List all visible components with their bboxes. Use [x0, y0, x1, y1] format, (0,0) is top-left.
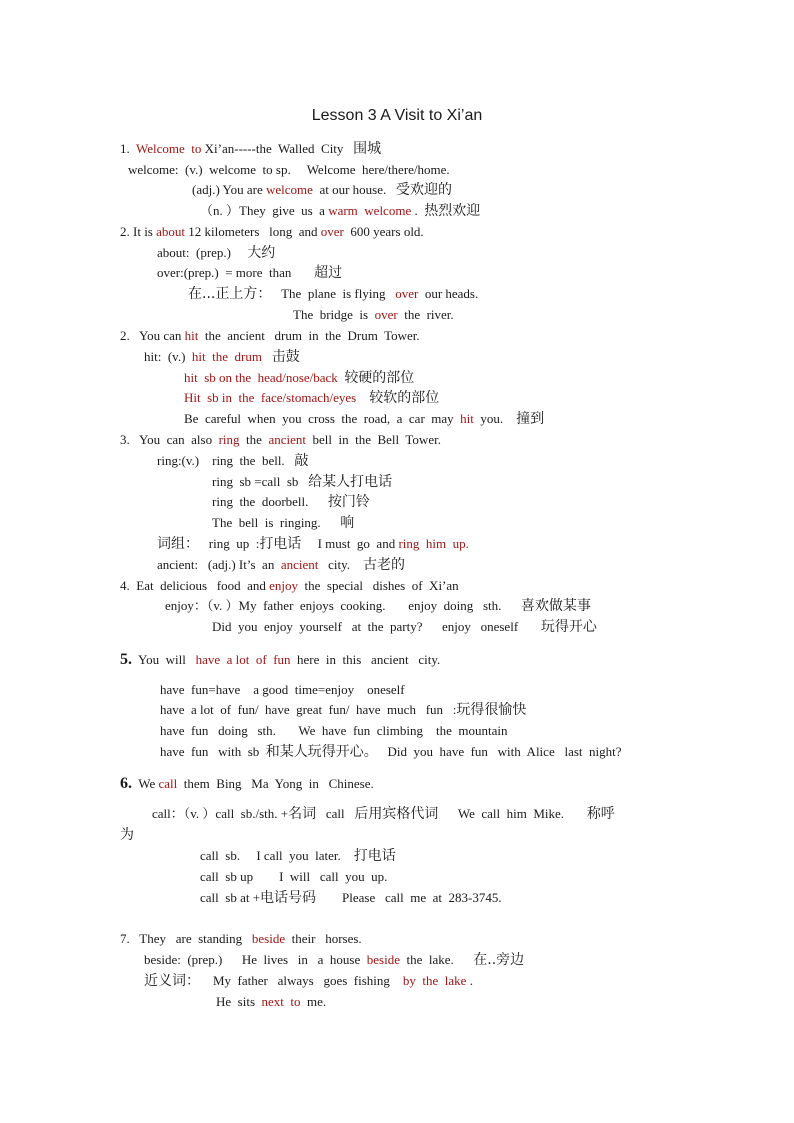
note-line [212, 515, 354, 531]
note-text: 1. [120, 141, 137, 156]
chinese-text: 受欢迎的 [395, 182, 452, 198]
note-line [184, 390, 439, 406]
note-line [188, 286, 478, 302]
note-text: Please call me at 283-3745. [316, 890, 502, 905]
highlight-text: enjoy [269, 578, 298, 593]
highlight-text: hit the drum [191, 349, 262, 364]
note-line [120, 224, 424, 240]
note-text: (adj.) You are [192, 182, 267, 197]
note-text: ring sb =call sb [212, 474, 309, 489]
note-text: call sb up I will call you up. [200, 869, 388, 884]
note-line [120, 931, 362, 947]
note-text: 3. You can also [120, 432, 219, 447]
note-text: （n. ）They give us a [200, 203, 329, 218]
note-text: ancient: (adj.) It’s an [157, 557, 281, 572]
note-text: Xi’an-----the Walled City [201, 141, 354, 156]
note-text: You will [132, 652, 196, 667]
note-text: 6. [120, 775, 132, 792]
note-text: the special dishes of Xi’an [298, 578, 459, 593]
note-text: beside: (prep.) He lives in a house [144, 952, 367, 967]
note-line [120, 827, 134, 843]
highlight-text: ancient [280, 557, 319, 572]
note-text: their horses. [285, 931, 362, 946]
note-line [120, 652, 440, 668]
note-text: the lake. [399, 952, 474, 967]
chinese-text: 大约 [247, 245, 276, 261]
chinese-text: 和某人玩得开心。 [265, 744, 378, 760]
highlight-text: beside [251, 931, 286, 946]
note-text: He sits [216, 994, 262, 1009]
note-text: the river. [397, 307, 454, 322]
note-text: call [316, 806, 355, 821]
note-line [212, 619, 597, 635]
note-line [184, 411, 544, 427]
note-line [160, 723, 508, 739]
chinese-text: 电话号码 [260, 890, 317, 906]
note-text: The bell is ringing. [212, 515, 341, 530]
note-text: me. [300, 994, 327, 1009]
note-line [200, 203, 480, 219]
note-text: them Bing Ma Yong in Chinese. [177, 776, 374, 791]
note-text: the [239, 432, 269, 447]
chinese-text: 在..旁边 [473, 952, 525, 968]
note-line [160, 744, 622, 760]
note-text: 7. They are standing [120, 931, 252, 946]
highlight-text: call [158, 776, 178, 791]
note-text: . [466, 973, 473, 988]
note-text: have fun with sb [160, 744, 266, 759]
highlight-text: over [395, 286, 419, 301]
chinese-text: 名词 [288, 806, 317, 822]
chinese-text: 在...正上方： [188, 286, 272, 302]
chinese-text: 按门铃 [327, 494, 370, 510]
chinese-text: 近义词： [144, 973, 200, 989]
note-line [212, 474, 392, 490]
note-line [212, 494, 370, 510]
chinese-text: 词组： [157, 536, 199, 552]
note-text: enjoy：（v. ）My father enjoys cooking. enjoy doing sth. [165, 598, 521, 613]
note-line [160, 702, 526, 718]
note-line [120, 432, 441, 448]
highlight-text: hit [184, 328, 199, 343]
note-text: have a lot of fun/ have great fun/ have much fun : [160, 702, 457, 717]
note-line [144, 952, 524, 968]
chinese-text: 敲 [294, 453, 309, 469]
highlight-text: ring him up. [398, 536, 469, 551]
note-text: 2. It is [120, 224, 157, 239]
note-text [262, 349, 272, 364]
note-line [184, 370, 414, 386]
note-text: call sb. I call you later. [200, 848, 354, 863]
note-line [293, 307, 454, 323]
note-line [160, 682, 405, 698]
note-text: I must go and [301, 536, 399, 551]
highlight-text: ancient [268, 432, 306, 447]
note-text: bell in the Bell Tower. [305, 432, 441, 447]
note-line [120, 776, 374, 792]
note-text: welcome: (v.) welcome to sp. Welcome here/there/home. [128, 162, 450, 177]
highlight-text: over [374, 307, 398, 322]
note-text: our heads. [418, 286, 479, 301]
chinese-text: 热烈欢迎 [424, 203, 481, 219]
chinese-text: 为 [120, 827, 134, 843]
note-text: call sb at + [200, 890, 261, 905]
note-text: call：（v. ）call sb./sth. + [152, 806, 289, 821]
chinese-text: 撞到 [516, 411, 545, 427]
highlight-text: Welcome to [136, 141, 202, 156]
note-line [144, 349, 300, 365]
highlight-text: warm welcome [328, 203, 412, 218]
note-text: We call him Mike. [438, 806, 587, 821]
highlight-text: beside [366, 952, 400, 967]
note-line [200, 869, 387, 885]
note-line [157, 557, 405, 573]
note-line [144, 973, 473, 989]
note-text: you. [473, 411, 517, 426]
note-text: 12 kilometers long and [185, 224, 321, 239]
note-line [120, 328, 420, 344]
note-line [192, 182, 452, 198]
note-text: at our house. [312, 182, 396, 197]
chinese-text: 后用宾格代词 [354, 806, 439, 822]
note-text: ring up : [199, 536, 260, 551]
note-line [157, 265, 342, 281]
note-text: 4. Eat delicious food and [120, 578, 270, 593]
note-text: city. [318, 557, 364, 572]
highlight-text: by the lake [402, 973, 467, 988]
chinese-text: 古老的 [363, 557, 406, 573]
note-text: 2. You can [120, 328, 185, 343]
highlight-text: next to [261, 994, 301, 1009]
chinese-text: 玩得很愉快 [456, 702, 527, 718]
page-title: Lesson 3 A Visit to Xi’an [311, 107, 483, 124]
highlight-text: Hit sb in the face/stomach/eyes [184, 390, 357, 405]
chinese-text: 打电话 [353, 848, 396, 864]
note-text: over:(prep.) = more than [157, 265, 315, 280]
note-text: have fun=have a good time=enjoy oneself [160, 682, 405, 697]
chinese-text: 击鼓 [271, 349, 300, 365]
note-line [200, 890, 502, 906]
chinese-text: 响 [340, 515, 355, 531]
note-line [200, 848, 396, 864]
note-text [356, 390, 369, 405]
chinese-text: 喜欢做某事 [520, 598, 591, 614]
note-text: My father always goes fishing [200, 973, 403, 988]
note-text: ring:(v.) ring the bell. [157, 453, 295, 468]
note-line [165, 598, 591, 614]
note-text: The plane is flying [271, 286, 396, 301]
chinese-text: 围城 [353, 141, 382, 157]
chinese-text: 较硬的部位 [344, 370, 415, 386]
note-text: 600 years old. [343, 224, 424, 239]
chinese-text: 打电话 [259, 536, 302, 552]
chinese-text: 超过 [314, 265, 343, 281]
note-text: The bridge is [293, 307, 375, 322]
highlight-text: have a lot of fun [195, 652, 291, 667]
note-line [120, 141, 381, 157]
note-line [216, 994, 326, 1010]
highlight-text: hit sb on the head/nose/back [184, 370, 338, 385]
note-text: the ancient drum in the Drum Tower. [198, 328, 420, 343]
note-text: Did you enjoy yourself at the party? enjoy oneself [212, 619, 541, 634]
highlight-text: over [320, 224, 344, 239]
note-line [157, 453, 308, 469]
note-text: hit: (v.) [144, 349, 192, 364]
note-text: here in this ancient city. [290, 652, 441, 667]
note-text: 5. [120, 651, 132, 668]
note-line [128, 162, 450, 178]
highlight-text: welcome [266, 182, 313, 197]
note-text: have fun doing sth. We have fun climbing the mountain [160, 723, 508, 738]
highlight-text: about [156, 224, 186, 239]
note-text: We [132, 776, 159, 791]
note-line [157, 245, 275, 261]
note-text: Did you have fun with Alice last night? [377, 744, 622, 759]
note-text: Be careful when you cross the road, a car may [184, 411, 461, 426]
note-line [157, 536, 469, 552]
note-text: ring the doorbell. [212, 494, 328, 509]
note-line [152, 806, 615, 822]
chinese-text: 给某人打电话 [308, 474, 393, 490]
chinese-text: 玩得开心 [540, 619, 597, 635]
chinese-text: 较软的部位 [369, 390, 440, 406]
note-text: about: (prep.) [157, 245, 248, 260]
chinese-text: 称呼 [586, 806, 615, 822]
note-text: . [411, 203, 425, 218]
highlight-text: hit [460, 411, 474, 426]
note-line [120, 578, 459, 594]
highlight-text: ring [218, 432, 240, 447]
